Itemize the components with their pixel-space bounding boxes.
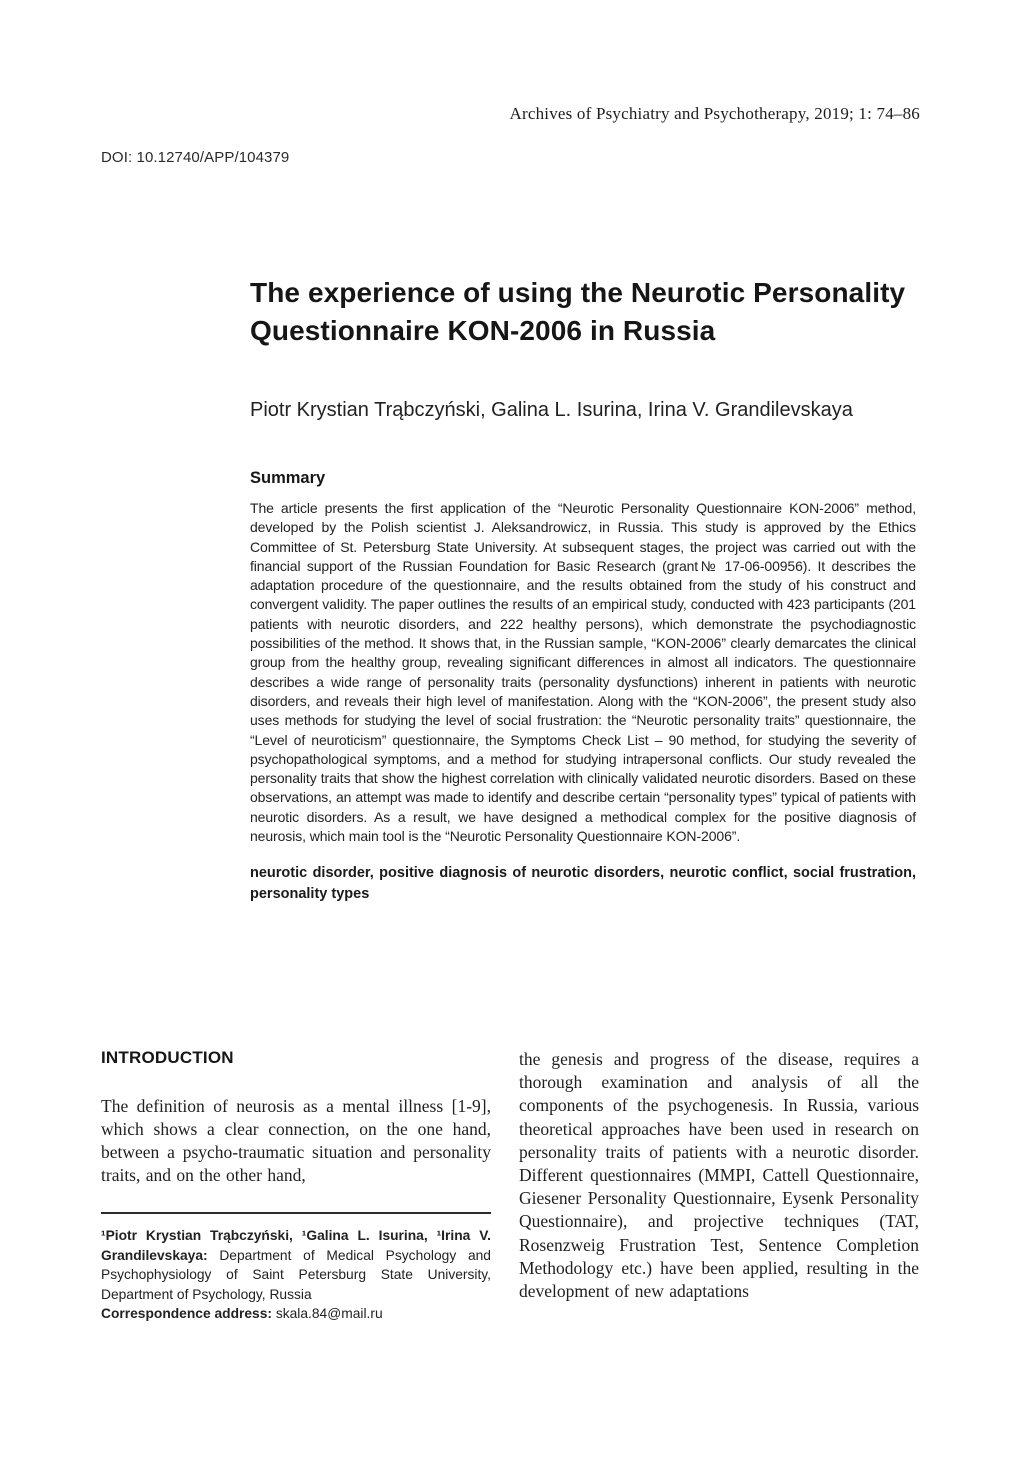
page-title: The experience of using the Neurotic Personality Questionnaire KON-2006 in Russia (250, 277, 906, 346)
left-column (101, 1048, 491, 1324)
introduction-paragraph-left: The definition of neurosis as a mental illness [1-9], which shows a clear connection, on the one hand, between a psycho-traumatic situation and personality traits, and on the other hand, (101, 1096, 491, 1185)
doi-line: DOI: 10.12740/APP/104379 (101, 149, 290, 166)
footnote-affiliation-line (101, 1226, 491, 1304)
introduction-paragraph-right: the genesis and progress of the disease, requires a thorough examination and analysis of all the components of the psychogenesis. In Russia, various theoretical approaches have been used in research on personality traits of patients with a neurotic disorder. Different questionnaires (MMPI, Cattell Questionnaire, Giesener Personality Questionnaire, Eysenk Personality Questionnaire), and projective techniques (TAT, Rosenzweig Frustration Test, Sentence Completion Methodology etc.) have been applied, resulting in the development of new adaptations (519, 1049, 919, 1302)
summary-section (250, 469, 916, 905)
footnote-authors: ¹Piotr Krystian Trąbczyński, ¹Galina L. Isurina, ¹Irina V. Grandilevskaya: (101, 1228, 491, 1263)
footnote-divider (101, 1212, 491, 1214)
journal-header: Archives of Psychiatry and Psychotherapy, 2019; 1: 74–86 (509, 104, 920, 123)
right-column (519, 1048, 919, 1303)
footnote-correspondence-line (101, 1304, 491, 1324)
introduction-heading: INTRODUCTION (101, 1048, 234, 1067)
footnote-block (101, 1226, 491, 1324)
footnote-affiliation: Department of Medical Psychology and Psychophysiology of Saint Petersburg State University, Department of Psychology, Russia (101, 1247, 491, 1302)
summary-body: The article presents the first application of the “Neurotic Personality Questionnaire KON-2006” method, developed by the Polish scientist J. Aleksandrowicz, in Russia. This study is approved by the Ethics Committee of St. Petersburg State University. At subsequent stages, the project was carried out with the financial support of the Russian Foundation for Basic Research (grant№ 17-06-00956). It describes the adaptation procedure of the questionnaire, and the results obtained from the study of his construct and convergent validity. The paper outlines the results of an empirical study, conducted with 423 participants (201 patients with neurotic disorders, and 222 healthy persons), which demonstrate the psychodiagnostic possibilities of the method. It shows that, in the Russian sample, “KON-2006” clearly demarcates the clinical group from the healthy group, revealing significant differences in almost all indicators. The questionnaire describes a wide range of personality traits (personality dysfunctions) inherent in patients with neurotic disorders, and reveals their high level of manifestation. Along with the “KON-2006”, the present study also uses methods for studying the level of social frustration: the “Neurotic personality traits” questionnaire, the “Level of neuroticism” questionnaire, the Symptoms Check List – 90 method, for studying the severity of psychopathological symptoms, and a method for studying intrapersonal conflicts. Our study revealed the personality traits that show the highest correlation with clinically validated neurotic disorders. Based on these observations, an attempt was made to identify and describe certain “personality types” typical of patients with neurotic disorders. As a result, we have designed a methodical complex for the positive diagnosis of neurosis, which main tool is the “Neurotic Personality Questionnaire KON-2006”. (250, 500, 916, 845)
keywords-line: neurotic disorder, positive diagnosis of neurotic disorders, neurotic conflict, social frustration, personality types (250, 865, 916, 903)
summary-heading: Summary (250, 469, 326, 487)
correspondence-email: skala.84@mail.ru (275, 1306, 383, 1321)
authors-line: Piotr Krystian Trąbczyński, Galina L. Isurina, Irina V. Grandilevskaya (250, 399, 853, 421)
correspondence-label: Correspondence address: (101, 1306, 272, 1321)
two-column-section (101, 1048, 919, 1324)
